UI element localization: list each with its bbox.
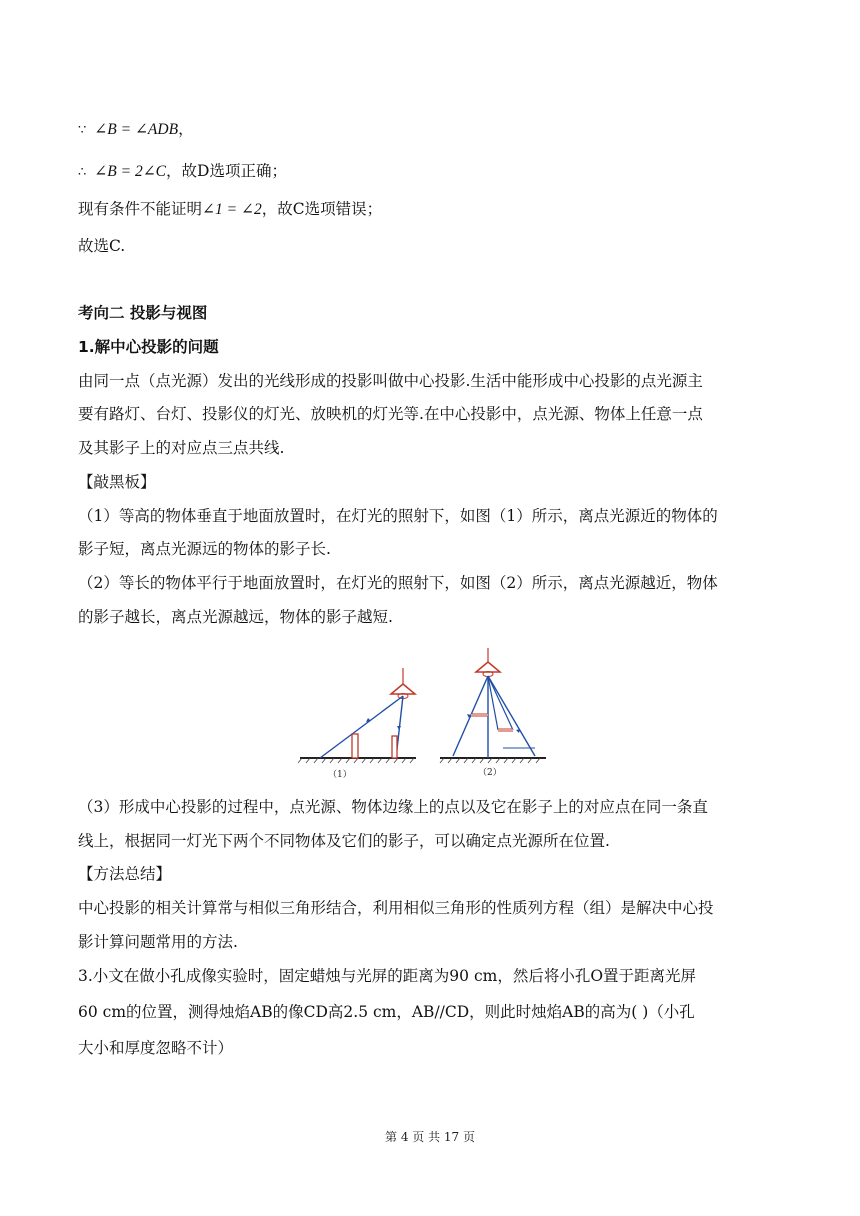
intro-line: 由同一点（点光源）发出的光线形成的投影叫做中心投影.生活中能形成中心投影的点光源主 bbox=[78, 372, 703, 390]
section-heading: 考向二 投影与视图 bbox=[78, 304, 208, 322]
therefore-symbol: ∴ bbox=[78, 165, 87, 180]
proof-line-1 bbox=[78, 117, 788, 143]
because-symbol: ∵ bbox=[78, 123, 87, 138]
angle-equation: ∠B = 2∠C bbox=[94, 163, 167, 180]
proof-line-3-tail: ，故C选项错误； bbox=[261, 200, 383, 218]
angle-equation: ∠1 = ∠2 bbox=[202, 201, 262, 218]
point-1-line: （1）等高的物体垂直于地面放置时，在灯光的照射下，如图（1）所示，离点光源近的物体的 bbox=[78, 507, 718, 525]
question-line: 60 cm的位置，测得烛焰AB的像CD高2.5 cm，AB//CD，则此时烛焰AB的高为( )（小孔 bbox=[78, 1003, 695, 1021]
method-title: 【方法总结】 bbox=[78, 865, 172, 883]
point-2-line: （2）等长的物体平行于地面放置时，在灯光的照射下，如图（2）所示，离点光源越近，物体 bbox=[78, 574, 718, 592]
question-line: 3.小文在做小孔成像实验时，固定蜡烛与光屏的距离为90 cm，然后将小孔O置于距离光屏 bbox=[78, 967, 697, 985]
point-2-line: 的影子越长，离点光源越远，物体的影子越短. bbox=[78, 608, 393, 626]
intro-line: 及其影子上的对应点三点共线. bbox=[78, 439, 285, 457]
figure-2-label: （2） bbox=[478, 768, 502, 778]
intro-line: 要有路灯、台灯、投影仪的灯光、放映机的灯光等.在中心投影中，点光源、物体上任意一点 bbox=[78, 405, 703, 423]
question-line: 大小和厚度忽略不计） bbox=[78, 1039, 234, 1057]
proof-line-3 bbox=[78, 197, 788, 222]
proof-line-4: 故选C. bbox=[78, 237, 126, 255]
central-projection-figure bbox=[298, 648, 548, 782]
proof-line-2 bbox=[78, 159, 788, 185]
figure-1-label: （1） bbox=[328, 770, 352, 780]
proof-line-2-tail: ，故D选项正确； bbox=[166, 162, 287, 180]
projection-diagram bbox=[298, 648, 548, 782]
method-line: 影计算问题常用的方法. bbox=[78, 933, 238, 951]
point-1-line: 影子短，离点光源远的物体的影子长. bbox=[78, 540, 331, 558]
point-3-line: （3）形成中心投影的过程中，点光源、物体边缘上的点以及它在影子上的对应点在同一条直 bbox=[78, 798, 708, 816]
point-3-line: 线上，根据同一灯光下两个不同物体及它们的影子，可以确定点光源所在位置. bbox=[78, 832, 610, 850]
proof-line-3-text: 现有条件不能证明 bbox=[78, 200, 203, 218]
blackboard-title: 【敲黑板】 bbox=[78, 473, 156, 491]
method-line: 中心投影的相关计算常与相似三角形结合，利用相似三角形的性质列方程（组）是解决中心投 bbox=[78, 899, 714, 917]
page-footer: 第 4 页 共 17 页 bbox=[385, 1130, 475, 1144]
proof-line-1-tail: ， bbox=[178, 120, 194, 138]
figure-1 bbox=[298, 668, 416, 763]
angle-equation: ∠B = ∠ADB bbox=[94, 121, 179, 138]
sub-heading: 1.解中心投影的问题 bbox=[78, 338, 219, 356]
figure-2 bbox=[440, 648, 546, 763]
